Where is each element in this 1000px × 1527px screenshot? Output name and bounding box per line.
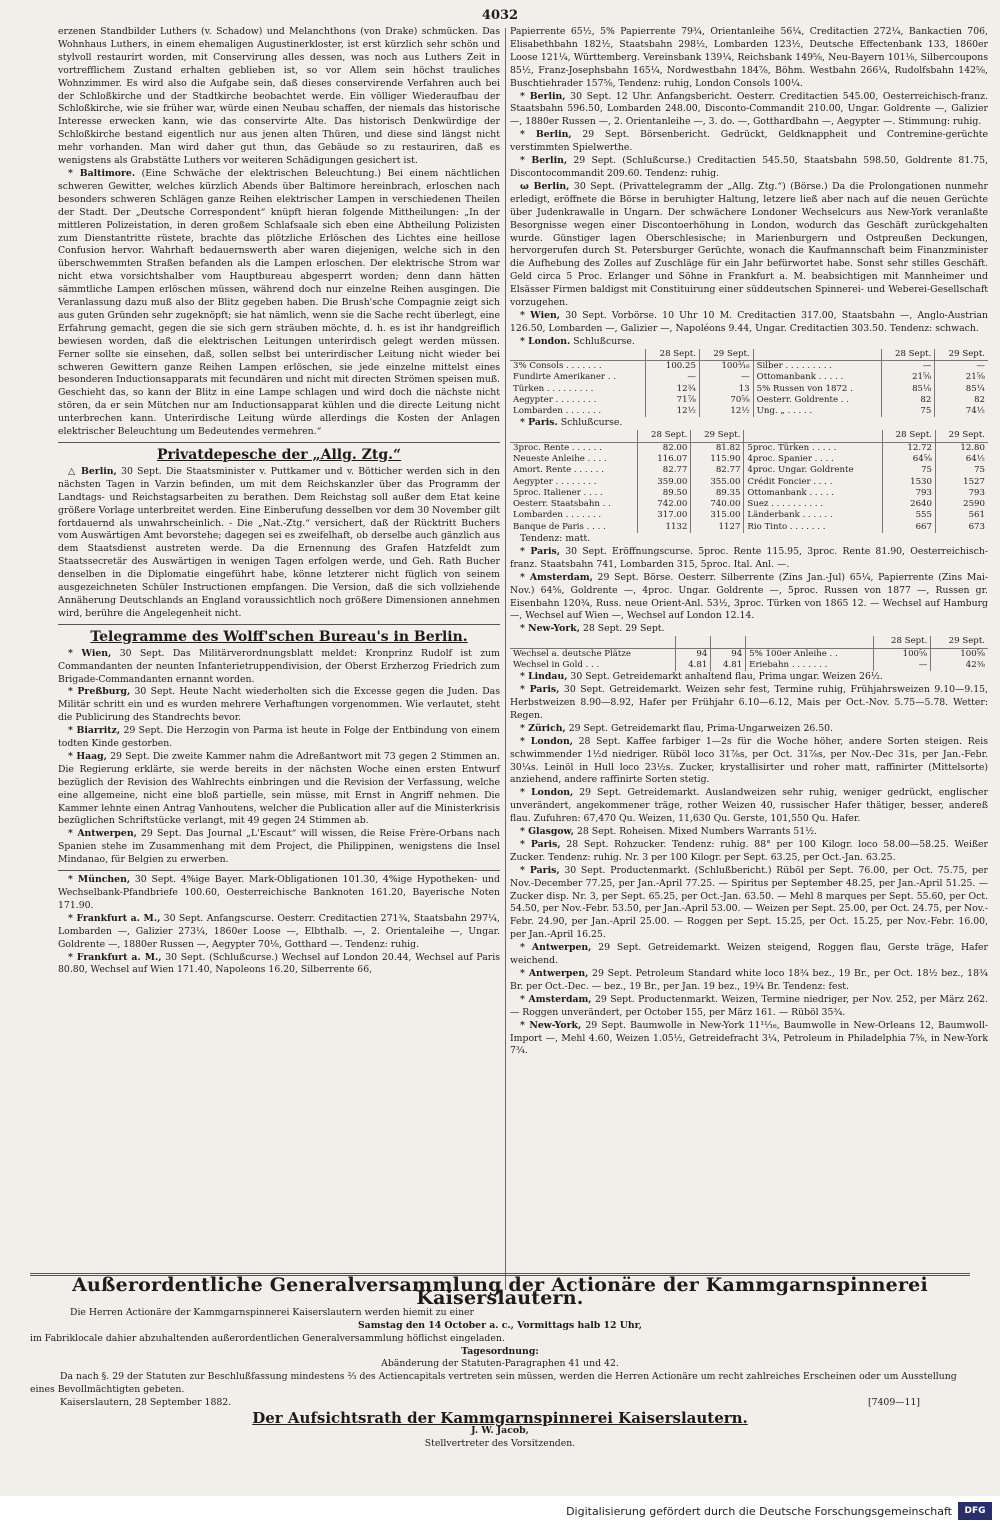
cell: Ottomanbank . . . . .: [753, 372, 881, 383]
cell: 116.07: [638, 454, 691, 465]
cell: —: [873, 660, 931, 671]
telegram-item: [510, 129, 988, 155]
cell: Ottomanbank . . . . .: [744, 488, 883, 499]
cell: Oesterr. Goldrente . .: [753, 395, 881, 406]
cell: 5proc. Türken . . . . .: [744, 442, 883, 454]
cell: 355.00: [691, 477, 744, 488]
telegram-item: [510, 91, 988, 130]
telegram-text: 29 Sept. Börse. Oesterr. Silberrente (Zins Jan.-Jul) 65¼, Papierrente (Zins Mai-Nov.) 64⅝, Goldrente —, 4proc. Ungar. Goldrente —, 5proc. Russen von 1877 —, Russen gr. Eisenbahn 120¾, Russ. neue Orient-Anl. 53½, 3proc. Türken von 1865 12. — Wechsel auf Hamburg —, Wechsel auf Wien —, Wechsel auf London 12.14.: [510, 571, 988, 622]
telegram-text: 29 Sept. Baumwolle in New-York 11¹¹⁄₁₆, Baumwolle in New-Orleans 12, Baumwoll-Import —, Mehl 4.60, Weizen 1.05½, Getreidefracht 3¼, Petroleum in Philadelphia 7⅝, in New-York 7¾.: [510, 1019, 988, 1057]
ad-agenda-item: Abänderung der Statuten-Paragraphen 41 und 42.: [381, 1358, 619, 1370]
cell: Türken . . . . . . . . .: [510, 384, 646, 395]
cell: Fundirte Amerikaner . .: [510, 372, 646, 383]
header-cell: 28 Sept.: [646, 349, 700, 361]
cell: 82.00: [638, 442, 691, 454]
london-header: [510, 336, 988, 349]
cell: Silber . . . . . . . . .: [753, 360, 881, 372]
dateline: * Paris,: [520, 838, 561, 850]
cell: Rio Tinto . . . . . . .: [744, 522, 883, 533]
ad-place-row: [30, 1397, 970, 1410]
cell: 81.82: [691, 442, 744, 454]
telegram-item: [510, 787, 988, 826]
subheading: 28 Sept. 29 Sept.: [582, 623, 665, 635]
telegram-item: [58, 952, 500, 978]
cell: Länderbank . . . . . .: [744, 510, 883, 521]
telegram-text: 28 Sept. Roheisen. Mixed Numbers Warrants 51½.: [576, 826, 818, 838]
table-row: [510, 660, 988, 671]
telegram-item: [510, 826, 988, 839]
dateline: * Amsterdam,: [520, 993, 592, 1005]
table-row: [510, 384, 988, 395]
cell: 64½: [965, 453, 985, 464]
cell: 82: [881, 395, 935, 406]
telegram-text: 29 Sept. Getreidemarkt flau, Prima-Ungarweizen 26.50.: [568, 722, 834, 734]
telegram-item: [510, 968, 988, 994]
cell: Aegypter . . . . . . . .: [510, 477, 638, 488]
cell: 1127: [691, 522, 744, 533]
header-cell: [676, 636, 711, 648]
dateline: * Glasgow,: [520, 826, 575, 838]
telegram-item: [58, 686, 500, 725]
cell: Aegypter . . . . . . . .: [510, 395, 646, 406]
ad-line: im Fabriklocale dahier abzuhaltenden außerordentlichen Generalversammlung höflichst eingeladen.: [30, 1332, 505, 1344]
cell: 12¾: [646, 384, 700, 395]
newyork-quotes-table: [510, 636, 988, 671]
cell: 12.72: [882, 442, 935, 454]
header-cell: 28 Sept.: [638, 430, 691, 442]
telegram-text: 29 Sept. Börsenbericht. Gedrückt, Geldknappheit und Contremine-gerüchte verstimmten Spielwerthe.: [510, 129, 988, 154]
telegram-text: 29 Sept. Das Journal „L'Escaut“ will wissen, die Reise Frère-Orbans nach Spanien stehe im Zusammenhang mit dem Project, die Philippinen, wenigstens die Insel Mindanao, für Belgien zu erwerben.: [58, 828, 501, 866]
table-row: [510, 648, 988, 660]
ad-line: Da nach §. 29 der Statuten zur Beschlußfassung mindestens ⅔ des Actiencapitals vertreten sein müssen, werden die Herren Actionäre um recht zahlreiches Erscheinen oder um Ausstellung eines Bevollmächtigten gebeten.: [30, 1371, 957, 1396]
cell: 315.00: [691, 510, 744, 521]
cell: 115.90: [691, 454, 744, 465]
dateline: * Antwerpen,: [520, 968, 589, 979]
telegram-item: [510, 994, 988, 1020]
telegram-item: [510, 684, 988, 723]
cell: 94: [676, 648, 711, 660]
table-header-row: [510, 636, 988, 648]
telegram-text: 29 Sept. (Schlußcurse.) Creditactien 545.50, Staatsbahn 598.50, Goldrente 81.75, Discontocommandit 209.60. Tendenz: ruhig.: [510, 155, 988, 179]
telegram-item: [58, 725, 500, 751]
header-cell: 29 Sept.: [935, 349, 988, 361]
dateline: * Antwerpen,: [520, 942, 592, 954]
article-baltimore: [58, 168, 500, 439]
cell: —: [646, 372, 700, 383]
telegram-text: 29 Sept. Getreidemarkt. Auslandweizen sehr ruhig, weniger gedrückt, englischer unverändert, angekommener träge, rother Weizen 40, russischer Hafer thätiger, besser, andereß flau. Zufuhren: 67,470 Qu. Weizen, 11,630 Qu. Gerste, 101,550 Qu. Hafer.: [510, 787, 988, 825]
cell: 317.00: [638, 510, 691, 521]
dateline: * New-York,: [520, 1019, 582, 1031]
ad-agenda-heading: Tagesordnung:: [461, 1345, 539, 1357]
telegram-item: [510, 839, 988, 865]
ad-signature: Der Aufsichtsrath der Kammgarnspinnerei Kaiserslautern.: [252, 1409, 748, 1428]
telegram-text: 28 Sept. Rohzucker. Tendenz: ruhig. 88° per 100 Kilogr. loco 58.00—58.25. Weißer Zucker. Tendenz: ruhig. Nr. 3 per 100 Kilogr. per Sept. 63.25, per Oct.-Jan. 63.25.: [510, 838, 988, 863]
section-rule: [58, 870, 500, 871]
dateline: * Frankfurt a. M.,: [68, 951, 162, 963]
cell: Banque de Paris . . . .: [510, 522, 638, 533]
dateline: * New-York,: [520, 623, 580, 635]
table-row: [510, 465, 988, 476]
cell: 793: [882, 488, 935, 499]
telegram-item: [510, 546, 988, 572]
cell: 64⅝: [882, 454, 935, 465]
header-cell: 29 Sept.: [931, 636, 988, 648]
cell: 82.77: [638, 465, 691, 476]
cell: 12.80: [960, 442, 985, 453]
paris-header: [510, 417, 988, 430]
telegram-text: 30 Sept. (Privattelegramm der „Allg. Ztg.“) (Börse.) Da die Prolongationen nunmehr erledigt, eröffnete die Börse in beruhigter Haltung, letzere ließ aber nach auf die neuen Gerüchte über Judenkrawalle in Ungarn. Der schwächere Londoner Wechselcurs aus New-York veranlaßte Besorgnisse wegen einer Discontoerhöhung in London, wodurch das Geschäft zurückgehalten wurde. Günstiger lagen Oberschlesische; in Marienburgern und Ostpreußen Deckungen, hervorgerufen durch St. Petersburger Gerüchte, wonach die Kaufmannschaft beim Finanzminister die Aufhebung des Zolles auf Zuschläge für ein Jahr befürwortet habe. Sonst sehr stilles Geschäft. Geld circa 5 Proc. Erlanger und Söhne in Frankfurt a. M. beabsichtigen mit Mannheimer und Elsässer Firmen baldigst mit Constituirung einer süddeutschen Spinnerei- und Weberei-Gesellschaft vorzugehen.: [510, 180, 988, 309]
table-header-row: [510, 430, 988, 442]
dateline: * Berlin,: [520, 155, 568, 167]
telegram-item: [58, 828, 500, 867]
cell: 4.81: [676, 660, 711, 671]
dateline: * Haag,: [68, 750, 107, 762]
dateline: * London,: [520, 787, 574, 799]
cell: —: [881, 360, 935, 372]
right-column: [510, 26, 988, 1058]
subheading: Schlußcurse.: [573, 335, 635, 347]
cell: 742.00: [638, 499, 691, 510]
cell: Ung. „ . . . . .: [753, 406, 881, 417]
dateline: * Frankfurt a. M.,: [68, 912, 161, 924]
footer-text: Digitalisierung gefördert durch die Deutsche Forschungsgemeinschaft: [566, 1505, 952, 1518]
cell: 555: [882, 510, 935, 521]
header-cell: [510, 636, 676, 648]
table-row: [510, 360, 988, 372]
header-cell: 28 Sept.: [882, 430, 935, 442]
cell: 82: [974, 394, 985, 405]
article-text: 30 Sept. Die Staatsminister v. Puttkamer und v. Bötticher werden sich in den nächsten Tagen in Varzin befinden, um mit dem Reichskanzler über das Programm der Landtags- und Reichstagsarbeiten zu berathen. Dem Reichstag soll außer dem Etat keine größere Vorlage unterbreitet werden. Eine Einberufung desselben vor dem 30 November gilt fortdauernd als unwahrscheinlich. - Die „Nat.-Ztg.“ versichert, daß der Rücktritt Buchers vom Auswärtigen Amt bevorstehe; dagegen sei es zweifelhaft, ob derselbe auch gänzlich aus dem Staatsdienst austreten werde. Da die Ernennung des Grafen Hatzfeldt zum Staatssecretär des Auswärtigen in wenigen Tagen erfolgen werde, und Geh. Rath Bucher denselben in die Diplomatie eingeführt habe, könne letzterer nicht füglich von seinem ausgezeichneten Schüler Instructionen empfangen. Die Version, daß die sich vollziehende Annäherung Deutschlands an England voraussichtlich noch größere Dimensionen annehmen wird, berühre die Angelegenheit nicht.: [58, 465, 500, 619]
telegram-item: [510, 181, 988, 310]
dateline: * Wien,: [520, 309, 561, 321]
dateline: * Baltimore.: [68, 167, 136, 179]
article-berlin: [58, 466, 500, 621]
dateline: * Paris.: [520, 417, 558, 429]
telegram-item: [58, 751, 500, 828]
telegram-text: 30 Sept. Heute Nacht wiederholten sich die Excesse gegen die Juden. Das Militär schritt ein und es wurden mehrere Verhaftungen vorgenommen. Wie verlautet, steht die Publicirung des Standrechts bevor.: [58, 686, 500, 724]
cell: 3% Consols . . . . . . .: [510, 360, 646, 372]
telegram-item: [510, 736, 988, 788]
table-row: [510, 522, 988, 533]
cell: 793: [968, 487, 985, 498]
table-row: [510, 499, 988, 510]
dateline: △ Berlin,: [68, 465, 117, 477]
table-row: [510, 372, 988, 383]
cell: 89.50: [638, 488, 691, 499]
cell: Neueste Anleihe . . . .: [510, 454, 638, 465]
header-cell: [753, 349, 881, 361]
header-cell: [711, 636, 746, 648]
cell: 74½: [965, 406, 985, 417]
cell: 12½: [646, 406, 700, 417]
telegram-item: [510, 155, 988, 181]
cell: Lombarden . . . . . . .: [510, 406, 646, 417]
table-row: [510, 510, 988, 521]
left-column: [58, 26, 500, 977]
cell: 75: [974, 465, 985, 476]
telegram-text: 30 Sept. 4%ige Bayer. Mark-Obligationen 101.30, 4%ige Hypotheken- und Wechselbank-Pfandbriefe 100.60, Oesterreichische Banknoten 161.20, Bayerische Noten 171.90.: [58, 874, 500, 911]
cell: 21⅝: [881, 372, 935, 383]
dateline: * Amsterdam,: [520, 571, 593, 583]
table-row: [510, 442, 988, 454]
cell: 740.00: [691, 499, 744, 510]
cell: 85¼: [965, 383, 985, 394]
cell: Crédit Foncier . . . .: [744, 477, 883, 488]
dateline: * Berlin,: [520, 129, 572, 141]
cell: 2590: [963, 499, 985, 510]
telegram-item: [510, 671, 988, 684]
telegram-text: 30 Sept. Anfangscurse. Oesterr. Creditactien 271¾, Staatsbahn 297¼, Lombarden —, Galizier 273¼, 1860er Loose —, Elbthalb. —, 2. Orientaleihe —, Ungar. Goldrente —, 1880er Russen —, Aegypter 70⅛, Gotthard —. Tendenz: ruhig.: [58, 912, 500, 950]
cell: Oesterr. Staatsbahn . .: [510, 499, 638, 510]
cell: 100⅝: [960, 648, 985, 659]
page-number: 4032: [481, 8, 519, 23]
header-cell: 28 Sept.: [881, 349, 935, 361]
cell: 2640: [882, 499, 935, 510]
ad-signer-role: Stellvertreter des Vorsitzenden.: [424, 1437, 576, 1449]
telegram-continuation: Papierrente 65½, 5% Papierrente 79¾, Orientanleihe 56¼, Creditactien 272¼, Bankactien 706, Elisabethbahn 182½, Staatsbahn 298½, Lombarden 123½, Deutsche Effectenbank 133, 1860er Loose 121¼, Württemberg. Vereinsbank 139¼, Reichsbank 149⅝, Neu-Bayern 101⅛, Silbercoupons 85½, Franz-Josephsbahn 165¼, Nordwestbahn 184⅞, Böhm. Westbahn 266¼, Rudolfsbahn 142⅝, Buschtiehrader 157⅝, Tendenz: ruhig, London Consols 100¼.: [510, 26, 988, 89]
telegram-text: 30 Sept. Getreidemarkt anhaltend flau, Prima ungar. Weizen 26½.: [570, 671, 883, 683]
telegram-item: [510, 310, 988, 336]
cell: 82.77: [691, 465, 744, 476]
section-rule: [58, 442, 500, 443]
article-text: (Eine Schwäche der elektrischen Beleuchtung.) Bei einem nächtlichen schweren Gewitter, welches kürzlich Abends über Baltimore hereinbrach, erloschen nach besonders schweren Schlägen ganze Reihen elektrischer Lampen in verschiedenen Theilen der Stadt. Der „Deutsche Correspondent“ knüpft hieran folgende Mittheilungen: „In der mittleren Polizeistation, in deren großem Schlafsaale sich eben eine Abtheilung Polizisten zum Dienstantritte rüstete, brachte das plötzliche Erlöschen des Lichtes eine heillose Confusion hervor. Wahrhaft bedauernswerth aber waren diejenigen, welche sich in den überschwemmten Straßen befanden als die Lampen erloschen. Der elektrische Strom war nicht etwa vorsichtshalber vom Hauptbureau abgesperrt worden; denn dann hätten sämmtliche Lampen erlöschen müssen, während doch nur einzelne Reihen ausgingen. Die Veranlassung dazu muß also der Blitz gegeben haben. Die Brush'sche Compagnie zeigt sich aus guten Gründen sehr zugeknöpft; sie hat nämlich, wenn sie die Sache recht überlegt, eine Erfahrung gemacht, gegen die sie sich gern sträuben möchte, d. h. es ist ihr handgreiflich bewiesen worden, daß die elektrischen Leitungen unterirdisch gelegt werden müssen. Ferner sollte sie einsehen, daß, sollen selbst bei unterirdischer Leitung nicht wieder bei schweren Gewittern ganze Reihen Lampen erlöschen, sie jede einzelne mittelst eines besonderen Inductionsapparats mit fecundären und nicht mit directen Strömen speisen muß. Geschieht das, so kann der Blitz in eine Lampe schlagen und wird doch die nächste nicht stören, da er sein Mütchen nur am Inductionsapparat kühlen und die directe Leitung nicht unterbrechen kann. Unterirdische Leitung würde allerdings die Kosten der Anlagen elektrischer Beleuchtung um Bedeutendes vermehren.“: [58, 167, 500, 438]
table-row: [510, 488, 988, 499]
cell: 42⅜: [965, 659, 985, 670]
cell: 71⅞: [646, 395, 700, 406]
telegram-text: 29 Sept. Die zweite Kammer nahm die Adreßantwort mit 73 gegen 2 Stimmen an. Die Regierung erklärte, sie werde bereits in der nächsten Woche einen ersten Entwurf bezüglich der Revision des Wahlrechts einbringen und die Revision der Verfassung, welche eine allgemeine, nicht eine bloß partielle, sein müsse, mit Ernst in Angriff nehmen. Die Kammer lehnte einen Antrag Vanhoutens, welcher die Publication aller auf die Ministerkrisis bezüglichen Schriftstücke verlangt, mit 49 gegen 24 Stimmen ab.: [58, 750, 500, 827]
telegram-item: [510, 572, 988, 624]
cell: 85⅛: [881, 384, 935, 395]
dateline: * Antwerpen,: [68, 828, 137, 840]
cell: 1132: [638, 522, 691, 533]
ad-line: Die Herren Actionäre der Kammgarnspinnerei Kaiserslautern werden hiemit zu einer: [70, 1306, 475, 1318]
telegram-text: 30 Sept. Productenmarkt. (Schlußbericht.) Rüböl per Sept. 76.00, per Oct. 75.75, per Nov.-December 77.25, per Jan.-April 77.25. — Spiritus per September 48.25, per Jan.-April 51.25. — Zucker disp. Nr. 3, per Sept. 65.25, per Oct.-Jan. 63.50. — Mehl 8 marques per Sept. 55.60, per Oct. 54.50, per Nov.-Febr. 53.50, per Jan.-April 53.00. — Weizen per Sept. 25.00, per Oct. 24.75, per Nov.-Febr. 24.90, per Jan.-April 25.00. — Roggen per Sept. 15.25, per Oct. 15.25, per Nov.-Febr. 16.00, per Jan.-April 16.25.: [510, 864, 988, 941]
ad-date-line: Samstag den 14 October a. c., Vormittags halb 12 Uhr,: [357, 1319, 643, 1331]
ad-signer: J. W. Jacob,: [471, 1424, 529, 1436]
cell: 13: [699, 384, 753, 395]
telegram-item: [510, 1020, 988, 1059]
cell: Lombarden . . . . . . .: [510, 510, 638, 521]
telegram-item: [510, 723, 988, 736]
cell: Amort. Rente . . . . . .: [510, 465, 638, 476]
header-cell: [510, 349, 646, 361]
london-quotes-table: [510, 349, 988, 418]
telegram-text: 29 Sept. Petroleum Standard white loco 18¾ bez., 19 Br., per Oct. 18½ bez., 18¾ Br. per Oct.-Dec. — bez., 19 Br., per Jan. 19 bez., 19¼ Br. Tendenz: fest.: [510, 968, 988, 992]
cell: —: [699, 372, 753, 383]
ad-title: Außerordentliche Generalversammlung der Actionäre der Kammgarnspinnerei Kaiserslautern.: [72, 1274, 928, 1309]
telegram-text: 30 Sept. 12 Uhr. Anfangsbericht. Oesterr. Creditactien 545.00, Oesterreichisch-franz. Staatsbahn 596.50, Lombarden 248.00, Disconto-Commandit 210.00, Ungar. Goldrente —, Galizier —, 1880er Russen —, 2. Orientanleihe —, 3. do. —, Gotthardbahn —, Aegypter —. Stimmung: ruhig.: [510, 90, 988, 128]
telegram-text: 29 Sept. Productenmarkt. Weizen, Termine niedriger, per Nov. 252, per März 262. — Roggen unverändert, per October 155, per März 161. — Rüböl 35¾.: [510, 993, 989, 1018]
telegram-text: 30 Sept. Das Militärverordnungsblatt meldet: Kronprinz Rudolf ist zum Commandanten der neunten Infanterietruppendivision, der Oberst Erzherzog Friedrich zum Brigade-Commandanten ernannt worden.: [58, 647, 500, 685]
cell: 70⅝: [699, 395, 753, 406]
cell: —: [976, 360, 985, 371]
dateline: * Paris,: [520, 684, 560, 696]
subheading: Schlußcurse.: [560, 417, 623, 429]
cell: 4.81: [711, 660, 746, 671]
section-rule: [58, 624, 500, 625]
table-row: [510, 406, 988, 417]
article-continuation: erzenen Standbilder Luthers (v. Schadow) und Melanchthons (von Drake) schmücken. Das Wohnhaus Luthers, in einem ehemaligen Augustinerkloster, ist erst kürzlich sehr schön und stylvoll restaurirt worden, mit Conservirung alles dessen, was noch aus Luthers Zeit in vortrefflichem Zustand erhalten geblieben ist, so vor Allem sein höchst trauliches Wohnzimmer. Es wird also die Aufgabe sein, daß dieses conservirende Verfahren auch bei der Schloßkirche und der Stadtkirche beobachtet werde. Ein völliger Wiederaufbau der Schloßkirche, wie sie früher war, würde einen Neubau schaffen, der niemals das historische Interesse erwecken kann, wie das conservirte Alte. Das historisch Denkwürdige der Schloßkirche bestand eigentlich nur aus jenen alten Thüren, und diese sind längst nicht mehr vorhanden. Man wird daher gut thun, das Gebäude so zu restauriren, daß es wenigstens als Grabstätte Luthers vor weiteren Schädigungen gesichert ist.: [58, 26, 500, 167]
cell: 3proc. Rente . . . . . .: [510, 442, 638, 454]
dateline: * Preßburg,: [68, 686, 131, 698]
dfg-logo-icon: DFG: [958, 1502, 992, 1520]
cell: 12½: [699, 406, 753, 417]
dateline: ω Berlin,: [520, 180, 570, 192]
table-row: [510, 454, 988, 465]
telegram-text: 30 Sept. Vorbörse. 10 Uhr 10 M. Creditactien 317.00, Staatsbahn —, Anglo-Austrian 126.50, Lombarden —, Galizier —, Napoléons 9.44, Ungar. Creditactien 303.50. Tendenz: schwach.: [510, 309, 988, 334]
ad-reference: [7409—11]: [867, 1397, 920, 1409]
dateline: * Wien,: [68, 647, 112, 659]
header-cell: [510, 430, 638, 442]
ad-place-date: Kaiserslautern, 28 September 1882.: [60, 1397, 232, 1409]
digitization-footer: [0, 1496, 1000, 1527]
header-cell: 29 Sept.: [691, 430, 744, 442]
cell: 21⅝: [965, 372, 985, 383]
dateline: * Berlin,: [520, 90, 566, 102]
dateline: * Paris,: [520, 545, 561, 557]
section-heading-telegrams: Telegramme des Wolff'schen Bureau's in Berlin.: [90, 628, 468, 645]
cell: 673: [968, 521, 985, 532]
telegram-text: 30 Sept. Eröffnungscurse. 5proc. Rente 115.95, 3proc. Rente 81.90, Oesterreichisch-franz. Staatsbahn 741, Lombarden 315, 5proc. Ital. Anl. —.: [510, 545, 988, 570]
cell: 5% 100er Anleihe . .: [746, 648, 873, 660]
dateline: * London.: [520, 335, 571, 347]
dateline: * Zürich,: [520, 722, 566, 734]
cell: 4proc. Spanier . . . .: [744, 454, 883, 465]
cell: 359.00: [638, 477, 691, 488]
telegram-text: 30 Sept. (Schlußcurse.) Wechsel auf London 20.44, Wechsel auf Paris 80.80, Wechsel auf Wien 171.40, Napoleons 16.20, Silberrente 66,: [58, 951, 500, 976]
cell: 100⅝: [873, 648, 931, 660]
column-rule: [505, 28, 506, 1290]
advertisement: [30, 1270, 970, 1451]
header-cell: 29 Sept.: [699, 349, 753, 361]
cell: 1530: [882, 477, 935, 488]
dateline: * Paris,: [520, 864, 560, 876]
table-row: [510, 395, 988, 406]
cell: 100.25: [646, 360, 700, 372]
telegram-text: 29 Sept. Die Herzogin von Parma ist heute in Folge der Entbindung von einem todten Kinde gestorben.: [58, 725, 500, 750]
telegram-item: [58, 648, 500, 687]
cell: Wechsel in Gold . . .: [510, 660, 676, 671]
dateline: * Biarritz,: [68, 725, 121, 737]
telegram-item: [510, 865, 988, 942]
paris-tendenz: Tendenz: matt.: [520, 533, 591, 545]
section-heading-private-dispatch: Privatdepesche der „Allg. Ztg.“: [156, 447, 402, 463]
cell: Suez . . . . . . . . . .: [744, 499, 883, 510]
cell: 667: [882, 522, 935, 533]
newyork-header: [510, 623, 988, 636]
telegram-text: 29 Sept. Getreidemarkt. Weizen steigend, Roggen flau, Gerste träge, Hafer weichend.: [510, 942, 988, 967]
telegram-item: [510, 942, 988, 968]
cell: 75: [882, 465, 935, 476]
header-cell: 29 Sept.: [936, 430, 989, 442]
dateline: * Lindau,: [520, 671, 568, 683]
paris-quotes-table: [510, 430, 988, 533]
dateline: * London,: [520, 735, 573, 747]
cell: 5proc. Italiener . . . .: [510, 488, 638, 499]
telegram-item: [58, 874, 500, 913]
header-cell: [744, 430, 883, 442]
cell: 1527: [963, 476, 985, 487]
cell: 5% Russen von 1872 .: [753, 384, 881, 395]
telegram-item: [58, 913, 500, 952]
header-cell: [746, 636, 873, 648]
cell: 4proc. Ungar. Goldrente: [744, 465, 883, 476]
cell: 94: [711, 648, 746, 660]
cell: 100³⁄₁₆: [699, 360, 753, 372]
dateline: * München,: [68, 874, 131, 886]
cell: 89.35: [691, 488, 744, 499]
cell: 75: [881, 406, 935, 417]
table-header-row: [510, 349, 988, 361]
header-cell: 28 Sept.: [873, 636, 931, 648]
cell: 561: [968, 510, 985, 521]
telegram-text: 30 Sept. Getreidemarkt. Weizen sehr fest, Termine ruhig, Frühjahrsweizen 9.10—9.15, Herbstweizen 8.90—8.92, Hafer per Frühjahr 6.10—6.12, Mais per Oct.-Nov. 5.75—5.78. Wetter: Regen.: [510, 684, 988, 721]
cell: Eriebahn . . . . . . .: [746, 660, 873, 671]
table-row: [510, 477, 988, 488]
cell: Wechsel a. deutsche Plätze: [510, 648, 676, 660]
telegram-text: 28 Sept. Kaffee farbiger 1—2s für die Woche höher, andere Sorten steigen. Reis schwimmender 1½d niedriger. Rüböl loco 31⅞s, per Oct. 31⅞s, per Nov.-Dec 31s, per Jan.-Febr. 30¼s. Leinöl in Hull loco 23½s. Zucker, krystallisirter und roher matt, raffinirter (Mittelsorte) anziehend, andere raffinirte Sorten stetig.: [510, 735, 988, 786]
